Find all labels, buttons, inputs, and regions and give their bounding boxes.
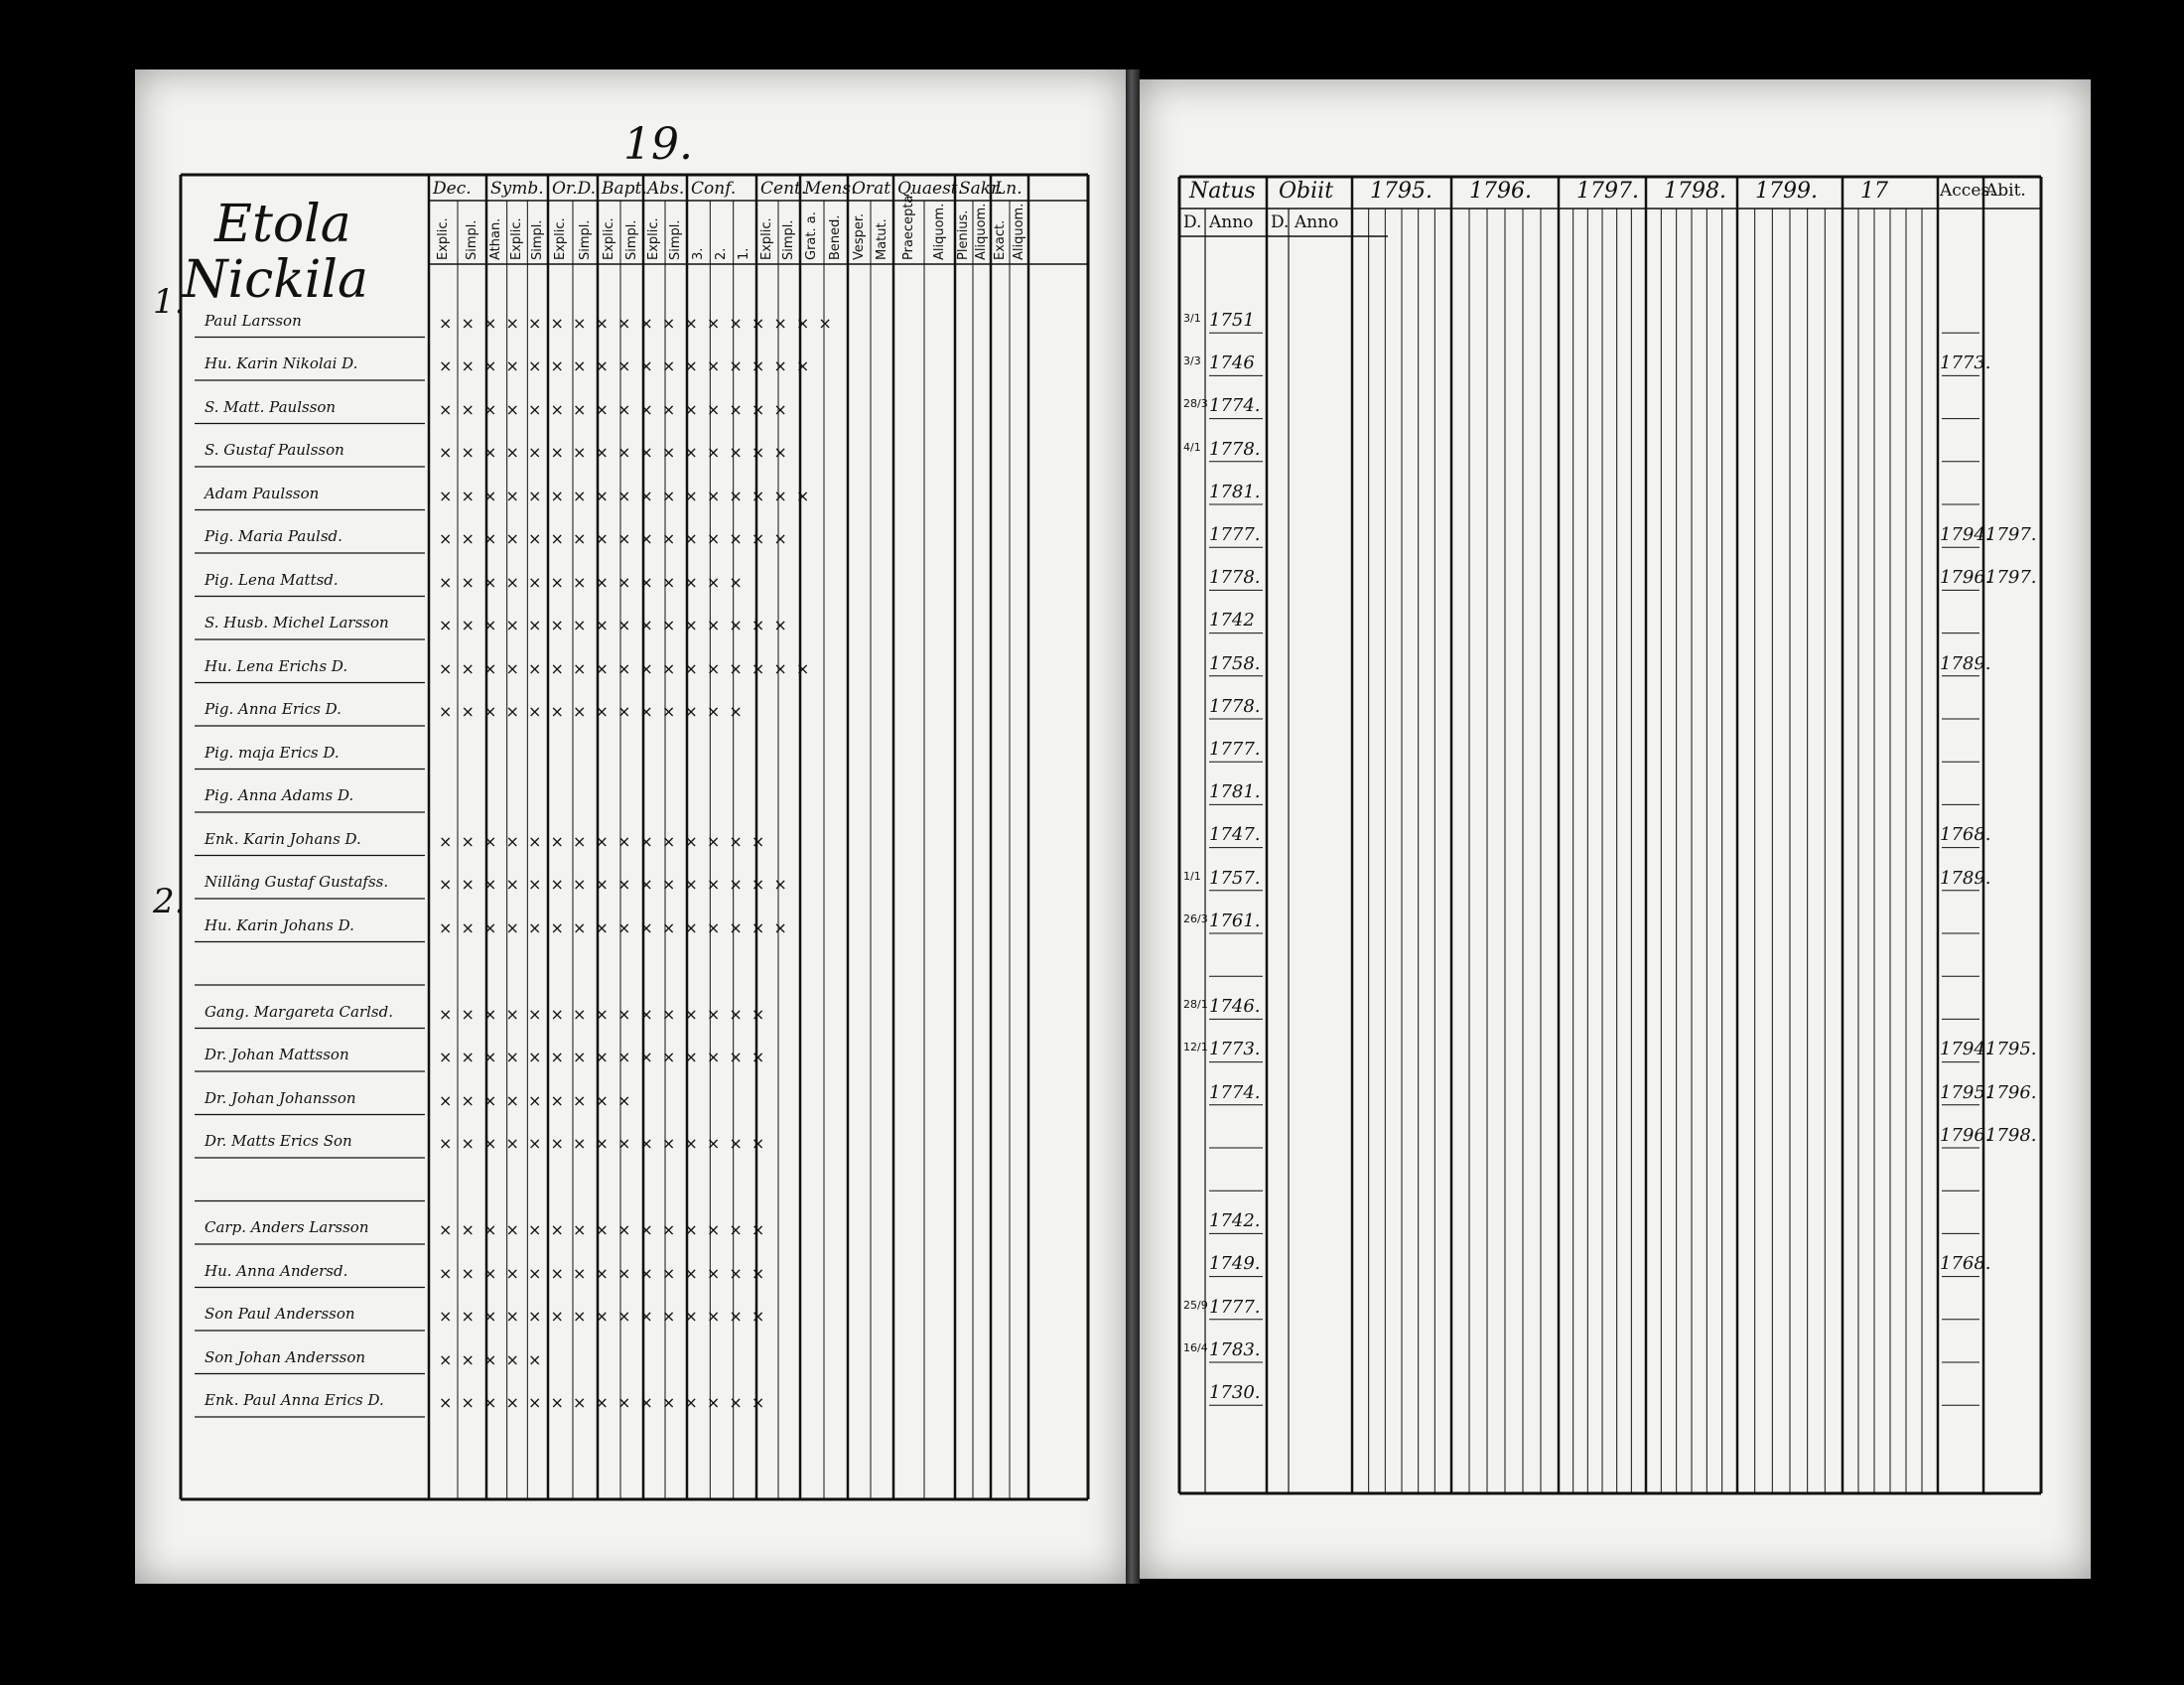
catechism-marks: × × × × × × × × × × × × × × × × bbox=[439, 443, 789, 462]
natus-header: Natus bbox=[1189, 179, 1256, 204]
person-name: Pig. Lena Mattsd. bbox=[205, 570, 339, 589]
column-group-header: Sakr. bbox=[959, 179, 1003, 199]
catechism-marks: × × × × × × × × × × × × × × bbox=[439, 572, 745, 592]
person-name: Nilläng Gustaf Gustafss. bbox=[205, 873, 389, 891]
column-subheader: Explic. bbox=[552, 217, 568, 260]
column-subheader: Explic. bbox=[509, 217, 524, 260]
catechism-marks: × × × × × × × × × bbox=[439, 1090, 633, 1110]
birth-year: 1777. bbox=[1209, 739, 1261, 760]
anno-subheader: Anno bbox=[1295, 212, 1339, 232]
column-subheader: Athan. bbox=[488, 217, 504, 260]
birth-year: 1778. bbox=[1209, 695, 1261, 717]
person-name: Enk. Karin Johans D. bbox=[205, 829, 361, 848]
person-name: Dr. Johan Johansson bbox=[205, 1088, 356, 1107]
birth-day: 12/1 bbox=[1183, 1041, 1208, 1054]
catechism-marks: × × × × × × × × × × × × × × × bbox=[439, 1220, 767, 1239]
birth-year: 1783. bbox=[1209, 1338, 1261, 1360]
column-subheader: Simpl. bbox=[623, 219, 639, 260]
accessit-year: 1796. bbox=[1940, 1124, 1991, 1146]
birth-year: 1781. bbox=[1209, 781, 1261, 803]
column-subheader: Explic. bbox=[601, 217, 616, 260]
column-subheader: Praecepta. bbox=[900, 191, 916, 260]
catechism-marks: × × × × × × × × × × × × × × × bbox=[439, 1307, 767, 1326]
catechism-marks: × × × × × × × × × × × × × × × × bbox=[439, 399, 789, 419]
birth-year: 1774. bbox=[1209, 1081, 1261, 1103]
column-group-header: Conf. bbox=[691, 179, 737, 199]
birth-year: 1778. bbox=[1209, 567, 1261, 589]
catechism-marks: × × × × × bbox=[439, 1349, 544, 1369]
column-group-header: Ln. bbox=[995, 179, 1023, 199]
birth-day: 28/1 bbox=[1183, 998, 1208, 1012]
column-subheader: Exact. bbox=[992, 219, 1008, 260]
birth-year: 1777. bbox=[1209, 524, 1261, 545]
accessit-year: 1794. bbox=[1940, 1039, 1991, 1060]
column-subheader: Vesper. bbox=[851, 212, 867, 260]
catechism-marks: × × × × × × × × × × × × × × × bbox=[439, 1263, 767, 1283]
column-group-header: Symb. bbox=[490, 179, 544, 199]
year-header: 17 bbox=[1860, 179, 1888, 204]
house-number-1: 1. bbox=[153, 282, 186, 322]
abiit-year: 1797. bbox=[1985, 567, 2037, 589]
birth-year: 1777. bbox=[1209, 1296, 1261, 1318]
catechism-marks: × × × × × × × × × × × × × × × × bbox=[439, 529, 789, 548]
birth-year: 1751 bbox=[1209, 310, 1255, 331]
birth-year: 1730. bbox=[1209, 1382, 1261, 1403]
accessit-year: 1768. bbox=[1940, 824, 1991, 846]
accessit-header: Acces. bbox=[1940, 181, 1995, 201]
person-name: Hu. Lena Erichs D. bbox=[205, 656, 348, 675]
column-group-header: Dec. bbox=[433, 179, 472, 199]
catechism-marks: × × × × × × × × × × × × × × × bbox=[439, 1048, 767, 1066]
column-subheader: Plenius. bbox=[956, 210, 971, 260]
year-header: 1797. bbox=[1576, 179, 1639, 204]
person-name: Carp. Anders Larsson bbox=[205, 1218, 369, 1236]
anno-subheader: Anno bbox=[1209, 212, 1254, 232]
person-name: Pig. Maria Paulsd. bbox=[205, 527, 342, 545]
column-subheader: Explic. bbox=[646, 217, 661, 260]
birth-year: 1742 bbox=[1209, 610, 1255, 632]
column-group-header: Abs. bbox=[647, 179, 685, 199]
page-number: 19. bbox=[623, 119, 693, 170]
catechism-marks: × × × × × × × × × × × × × × bbox=[439, 702, 745, 721]
accessit-year: 1795. bbox=[1940, 1081, 1991, 1103]
catechism-marks: × × × × × × × × × × × × × × × × × × bbox=[439, 313, 834, 333]
house-number-2: 2. bbox=[153, 882, 186, 921]
person-name: Son Johan Andersson bbox=[205, 1347, 366, 1366]
accessit-year: 1789. bbox=[1940, 652, 1991, 674]
person-name: Pig. maja Erics D. bbox=[205, 743, 340, 762]
birth-day: 3/3 bbox=[1183, 354, 1201, 368]
column-subheader: Grat. a. bbox=[804, 211, 819, 260]
farm-name: Nickila bbox=[183, 250, 369, 310]
abiit-year: 1797. bbox=[1985, 524, 2037, 545]
village-name: Etola bbox=[214, 195, 351, 254]
column-group-header: Or.D. bbox=[552, 179, 597, 199]
person-name: Hu. Karin Johans D. bbox=[205, 915, 354, 934]
person-name: Pig. Anna Adams D. bbox=[205, 786, 354, 804]
person-name: Hu. Anna Andersd. bbox=[205, 1261, 348, 1280]
person-name: Enk. Paul Anna Erics D. bbox=[205, 1391, 384, 1409]
day-subheader: D. bbox=[1271, 212, 1290, 232]
person-name: Adam Paulsson bbox=[205, 484, 320, 502]
catechism-marks: × × × × × × × × × × × × × × × bbox=[439, 831, 767, 851]
catechism-marks: × × × × × × × × × × × × × × × × × bbox=[439, 658, 812, 678]
column-subheader: 3. bbox=[690, 247, 706, 260]
year-header: 1796. bbox=[1469, 179, 1532, 204]
birth-day: 28/3 bbox=[1183, 397, 1208, 411]
birth-day: 1/1 bbox=[1183, 869, 1201, 883]
person-name: Son Paul Andersson bbox=[205, 1305, 355, 1323]
person-name: Gang. Margareta Carlsd. bbox=[205, 1002, 393, 1021]
column-subheader: Simpl. bbox=[529, 219, 545, 260]
column-group-header: Quaest. bbox=[897, 179, 964, 199]
day-subheader: D. bbox=[1183, 212, 1202, 232]
person-name: S. Gustaf Paulsson bbox=[205, 441, 344, 459]
right-page bbox=[1140, 79, 2091, 1579]
abiit-header: Abit. bbox=[1985, 181, 2026, 201]
column-subheader: Simpl. bbox=[668, 219, 683, 260]
column-group-header: Orat. bbox=[852, 179, 896, 199]
person-name: Dr. Matts Erics Son bbox=[205, 1132, 352, 1150]
birth-year: 1774. bbox=[1209, 395, 1261, 417]
birth-day: 25/9 bbox=[1183, 1298, 1208, 1312]
column-subheader: Aliquom. bbox=[974, 203, 989, 260]
catechism-marks: × × × × × × × × × × × × × × × bbox=[439, 1393, 767, 1412]
person-name: Dr. Johan Mattsson bbox=[205, 1046, 349, 1063]
accessit-year: 1796. bbox=[1940, 567, 1991, 589]
catechism-marks: × × × × × × × × × × × × × × × bbox=[439, 1134, 767, 1153]
catechism-marks: × × × × × × × × × × × × × × × × bbox=[439, 917, 789, 937]
column-subheader: Explic. bbox=[435, 217, 451, 260]
column-subheader: Explic. bbox=[759, 217, 774, 260]
column-subheader: 1. bbox=[737, 247, 752, 260]
year-header: 1795. bbox=[1370, 179, 1433, 204]
abiit-year: 1795. bbox=[1985, 1039, 2037, 1060]
person-name: S. Husb. Michel Larsson bbox=[205, 614, 389, 632]
book-gutter bbox=[1126, 70, 1140, 1584]
catechism-marks: × × × × × × × × × × × × × × × bbox=[439, 1004, 767, 1024]
birth-year: 1746 bbox=[1209, 352, 1255, 374]
birth-year: 1742. bbox=[1209, 1210, 1261, 1232]
person-name: S. Matt. Paulsson bbox=[205, 397, 337, 416]
year-header: 1799. bbox=[1755, 179, 1818, 204]
birth-day: 26/3 bbox=[1183, 912, 1208, 925]
birth-year: 1757. bbox=[1209, 867, 1261, 889]
birth-year: 1746. bbox=[1209, 996, 1261, 1018]
person-name: Hu. Karin Nikolai D. bbox=[205, 354, 358, 372]
accessit-year: 1794. bbox=[1940, 524, 1991, 545]
accessit-year: 1768. bbox=[1940, 1253, 1991, 1275]
birth-year: 1747. bbox=[1209, 824, 1261, 846]
abiit-year: 1796. bbox=[1985, 1081, 2037, 1103]
person-name: Pig. Anna Erics D. bbox=[205, 700, 341, 718]
birth-year: 1773. bbox=[1209, 1039, 1261, 1060]
birth-year: 1749. bbox=[1209, 1253, 1261, 1275]
abiit-year: 1798. bbox=[1985, 1124, 2037, 1146]
accessit-year: 1789. bbox=[1940, 867, 1991, 889]
column-subheader: Simpl. bbox=[577, 219, 593, 260]
column-subheader: 2. bbox=[714, 247, 729, 260]
birth-day: 16/4 bbox=[1183, 1340, 1208, 1354]
column-group-header: Mens. bbox=[804, 179, 857, 199]
column-group-header: Bapt. bbox=[602, 179, 647, 199]
birth-year: 1781. bbox=[1209, 481, 1261, 502]
column-subheader: Simpl. bbox=[464, 219, 479, 260]
column-subheader: Simpl. bbox=[781, 219, 796, 260]
catechism-marks: × × × × × × × × × × × × × × × × bbox=[439, 616, 789, 634]
birth-year: 1761. bbox=[1209, 910, 1261, 931]
catechism-marks: × × × × × × × × × × × × × × × × bbox=[439, 875, 789, 894]
year-header: 1798. bbox=[1664, 179, 1726, 204]
birth-year: 1758. bbox=[1209, 652, 1261, 674]
birth-day: 4/1 bbox=[1183, 440, 1201, 454]
column-subheader: Aliquom. bbox=[1011, 203, 1026, 260]
column-group-header: Cent. bbox=[760, 179, 807, 199]
column-subheader: Bened. bbox=[828, 214, 843, 260]
left-page bbox=[135, 70, 1126, 1584]
obiit-header: Obiit bbox=[1279, 179, 1334, 204]
column-subheader: Matut. bbox=[874, 218, 889, 260]
accessit-year: 1773. bbox=[1940, 352, 1991, 374]
birth-year: 1778. bbox=[1209, 438, 1261, 460]
birth-day: 3/1 bbox=[1183, 312, 1201, 325]
catechism-marks: × × × × × × × × × × × × × × × × × bbox=[439, 356, 812, 375]
catechism-marks: × × × × × × × × × × × × × × × × × bbox=[439, 486, 812, 505]
column-subheader: Aliquom. bbox=[931, 203, 947, 260]
person-name: Paul Larsson bbox=[205, 311, 302, 330]
